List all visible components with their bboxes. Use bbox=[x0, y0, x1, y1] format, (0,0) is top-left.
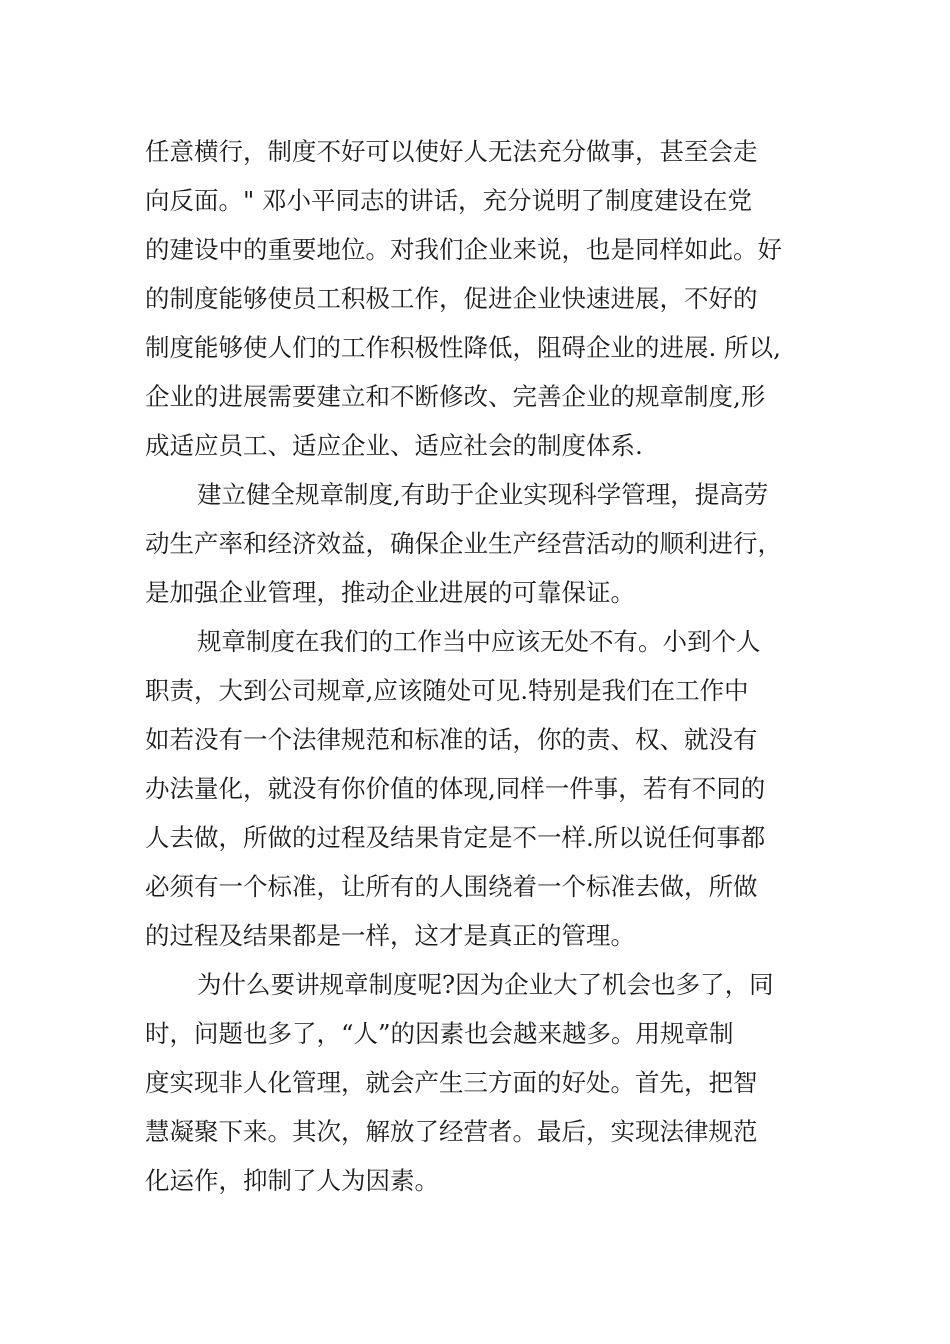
text-line: 向反面。" 邓小平同志的讲话，充分说明了制度建设在党 bbox=[145, 186, 753, 215]
text-line: 办法量化，就没有你价值的体现,同样一件事，若有不同的 bbox=[145, 774, 766, 803]
paragraph-first-line: 规章制度在我们的工作当中应该无处不有。小到个人 bbox=[197, 627, 761, 656]
text-line: 慧凝聚下来。其次，解放了经营者。最后，实现法律规范 bbox=[145, 1117, 758, 1146]
text-line: 制度能够使人们的工作积极性降低，阻碍企业的进展. 所以, bbox=[145, 333, 781, 362]
text-line: 必须有一个标准，让所有的人围绕着一个标准去做，所做 bbox=[145, 872, 758, 901]
text-line: 企业的进展需要建立和不断修改、完善企业的规章制度,形 bbox=[145, 382, 766, 411]
text-line: 度实现非人化管理，就会产生三方面的好处。首先，把智 bbox=[145, 1068, 758, 1097]
paragraph-first-line: 建立健全规章制度,有助于企业实现科学管理，提高劳 bbox=[197, 480, 769, 509]
text-line: 是加强企业管理，推动企业进展的可靠保证。 bbox=[145, 578, 635, 607]
text-line: 时，问题也多了，“人”的因素也会越来越多。用规章制 bbox=[145, 1019, 734, 1048]
document-body bbox=[145, 127, 805, 1205]
text-line: 的过程及结果都是一样，这才是真正的管理。 bbox=[145, 921, 635, 950]
text-line: 成适应员工、适应企业、适应社会的制度体系. bbox=[145, 431, 643, 460]
text-line: 化运作，抑制了人为因素。 bbox=[145, 1166, 439, 1195]
text-line: 动生产率和经济效益，确保企业生产经营活动的顺利进行， bbox=[145, 529, 782, 558]
text-line: 任意横行，制度不好可以使好人无法充分做事，甚至会走 bbox=[145, 137, 758, 166]
text-line: 人去做，所做的过程及结果肯定是不一样.所以说任何事都 bbox=[145, 823, 766, 852]
text-line: 职责，大到公司规章,应该随处可见.特别是我们在工作中 bbox=[145, 676, 749, 705]
text-line: 如若没有一个法律规范和标准的话，你的责、权、就没有 bbox=[145, 725, 758, 754]
paragraph-first-line: 为什么要讲规章制度呢?因为企业大了机会也多了，同 bbox=[197, 970, 774, 999]
text-line: 的制度能够使员工积极工作，促进企业快速进展，不好的 bbox=[145, 284, 758, 313]
text-line: 的建设中的重要地位。对我们企业来说，也是同样如此。好 bbox=[145, 235, 782, 264]
